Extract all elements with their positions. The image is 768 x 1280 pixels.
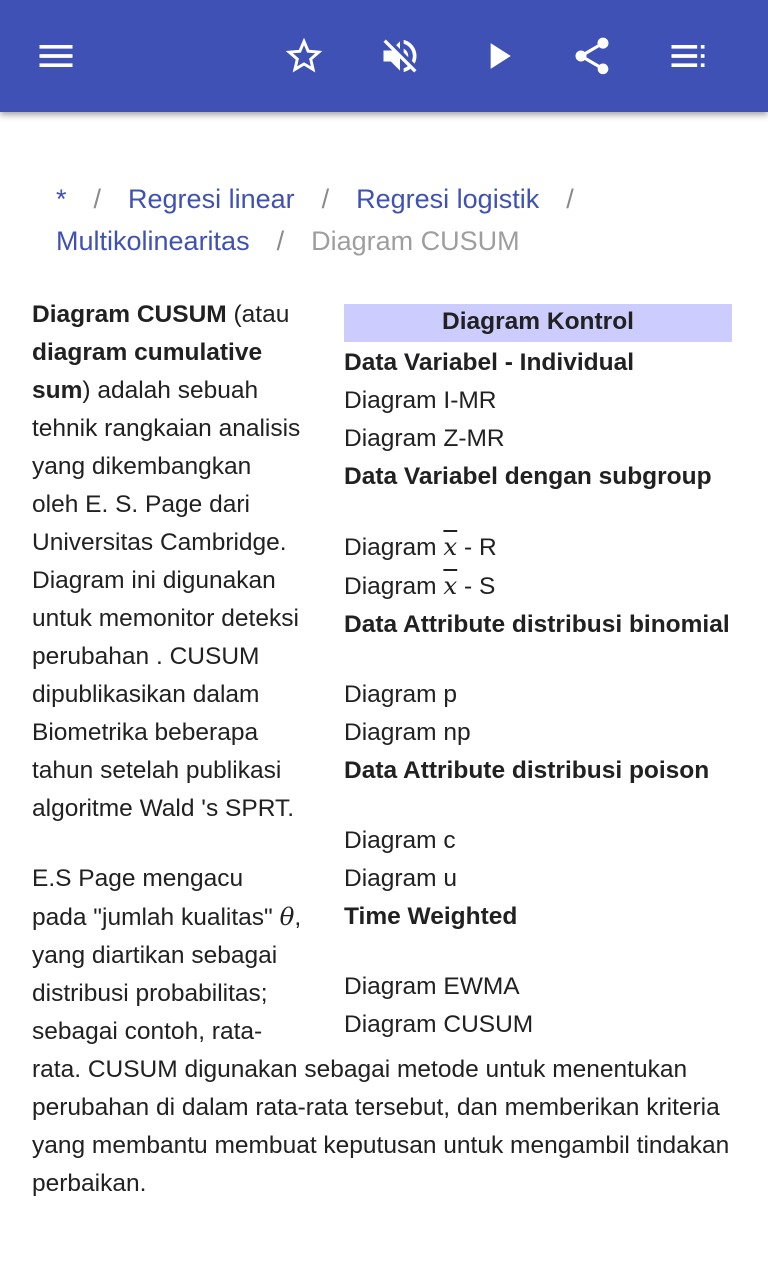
breadcrumb-separator: / (321, 184, 330, 214)
breadcrumb (56, 178, 746, 262)
play-icon (476, 34, 520, 78)
infobox (344, 304, 732, 1044)
x-bar-symbol: $\overline{x}$ (443, 571, 458, 600)
breadcrumb-item-regresi-linear[interactable]: Regresi linear (128, 184, 295, 214)
term-diagram-cusum: Diagram CUSUM (32, 301, 227, 328)
mute-button[interactable] (372, 28, 428, 84)
paragraph-text: (atau (226, 301, 290, 328)
infobox-item-suffix: - R (457, 534, 497, 561)
infobox-section-heading: Data Variabel - Individual (344, 349, 635, 376)
infobox-item-prefix: Diagram (344, 534, 444, 561)
infobox-spacer (344, 496, 732, 528)
infobox-spacer (344, 936, 732, 968)
breadcrumb-separator: / (566, 184, 574, 214)
star-icon (282, 34, 326, 78)
infobox-item: Diagram EWMA (344, 973, 520, 1000)
app-bar (0, 0, 768, 112)
infobox-section-heading: Data Attribute distribusi poison (344, 757, 710, 784)
playlist-icon (666, 34, 710, 78)
contents-button[interactable] (660, 28, 716, 84)
theta-symbol: θ (279, 902, 295, 931)
infobox-title: Diagram Kontrol (344, 304, 732, 342)
volume-off-icon (378, 34, 422, 78)
infobox-section-heading: Data Attribute distribusi binomial (344, 611, 730, 638)
breadcrumb-current: Diagram CUSUM (311, 226, 520, 256)
play-button[interactable] (470, 28, 526, 84)
infobox-item: Diagram p (344, 681, 458, 708)
breadcrumb-item-multikolinearitas[interactable]: Multikolinearitas (56, 226, 250, 256)
menu-icon (34, 34, 78, 78)
breadcrumb-separator: / (93, 184, 102, 214)
infobox-item: Diagram u (344, 865, 458, 892)
share-icon (570, 34, 614, 78)
breadcrumb-separator: / (276, 226, 285, 256)
x-bar-symbol: $\overline{x}$ (443, 532, 458, 561)
bookmark-button[interactable] (276, 28, 332, 84)
infobox-item: Diagram I-MR (344, 387, 497, 414)
infobox-item-prefix: Diagram (344, 573, 444, 600)
infobox-item (344, 528, 732, 567)
infobox-item (344, 567, 732, 606)
paragraph-text: E.S Page mengacu pada "jumlah kualitas" (32, 865, 280, 931)
infobox-section-heading: Data Variabel dengan subgroup (344, 463, 712, 490)
paragraph-text: ) adalah sebuah tehnik rangkaian analisis yang dikembangkan oleh E. S. Page dari Universitas Cambridge. Diagram ini digunakan untuk memonitor deteksi perubahan . CUSUM dipublikasikan dalam Biometrika beberapa tahun setelah publikasi algoritme Wald 's SPRT. (32, 377, 301, 822)
term-cumulative-sum: diagram cumulative sum (32, 339, 263, 404)
infobox-item: Diagram c (344, 827, 456, 854)
infobox-item-suffix: - S (457, 573, 496, 600)
breadcrumb-item-home[interactable]: * (56, 184, 67, 214)
article-content (32, 296, 732, 1203)
infobox-item: Diagram CUSUM (344, 1011, 534, 1038)
infobox-section-heading: Time Weighted (344, 903, 518, 930)
infobox-item: Diagram np (344, 719, 471, 746)
menu-button[interactable] (28, 28, 84, 84)
paragraph-text: , yang diartikan sebagai distribusi probabilitas; sebagai contoh, rata-rata. CUSUM digunakan sebagai metode untuk menentukan perubahan di dalam rata-rata tersebut, dan memberikan kriteria yang membantu membuat keputusan untuk mengambil tindakan perbaikan. (32, 904, 730, 1197)
share-button[interactable] (564, 28, 620, 84)
infobox-spacer (344, 790, 732, 822)
breadcrumb-item-regresi-logistik[interactable]: Regresi logistik (356, 184, 540, 214)
infobox-spacer (344, 644, 732, 676)
infobox-item: Diagram Z-MR (344, 425, 505, 452)
